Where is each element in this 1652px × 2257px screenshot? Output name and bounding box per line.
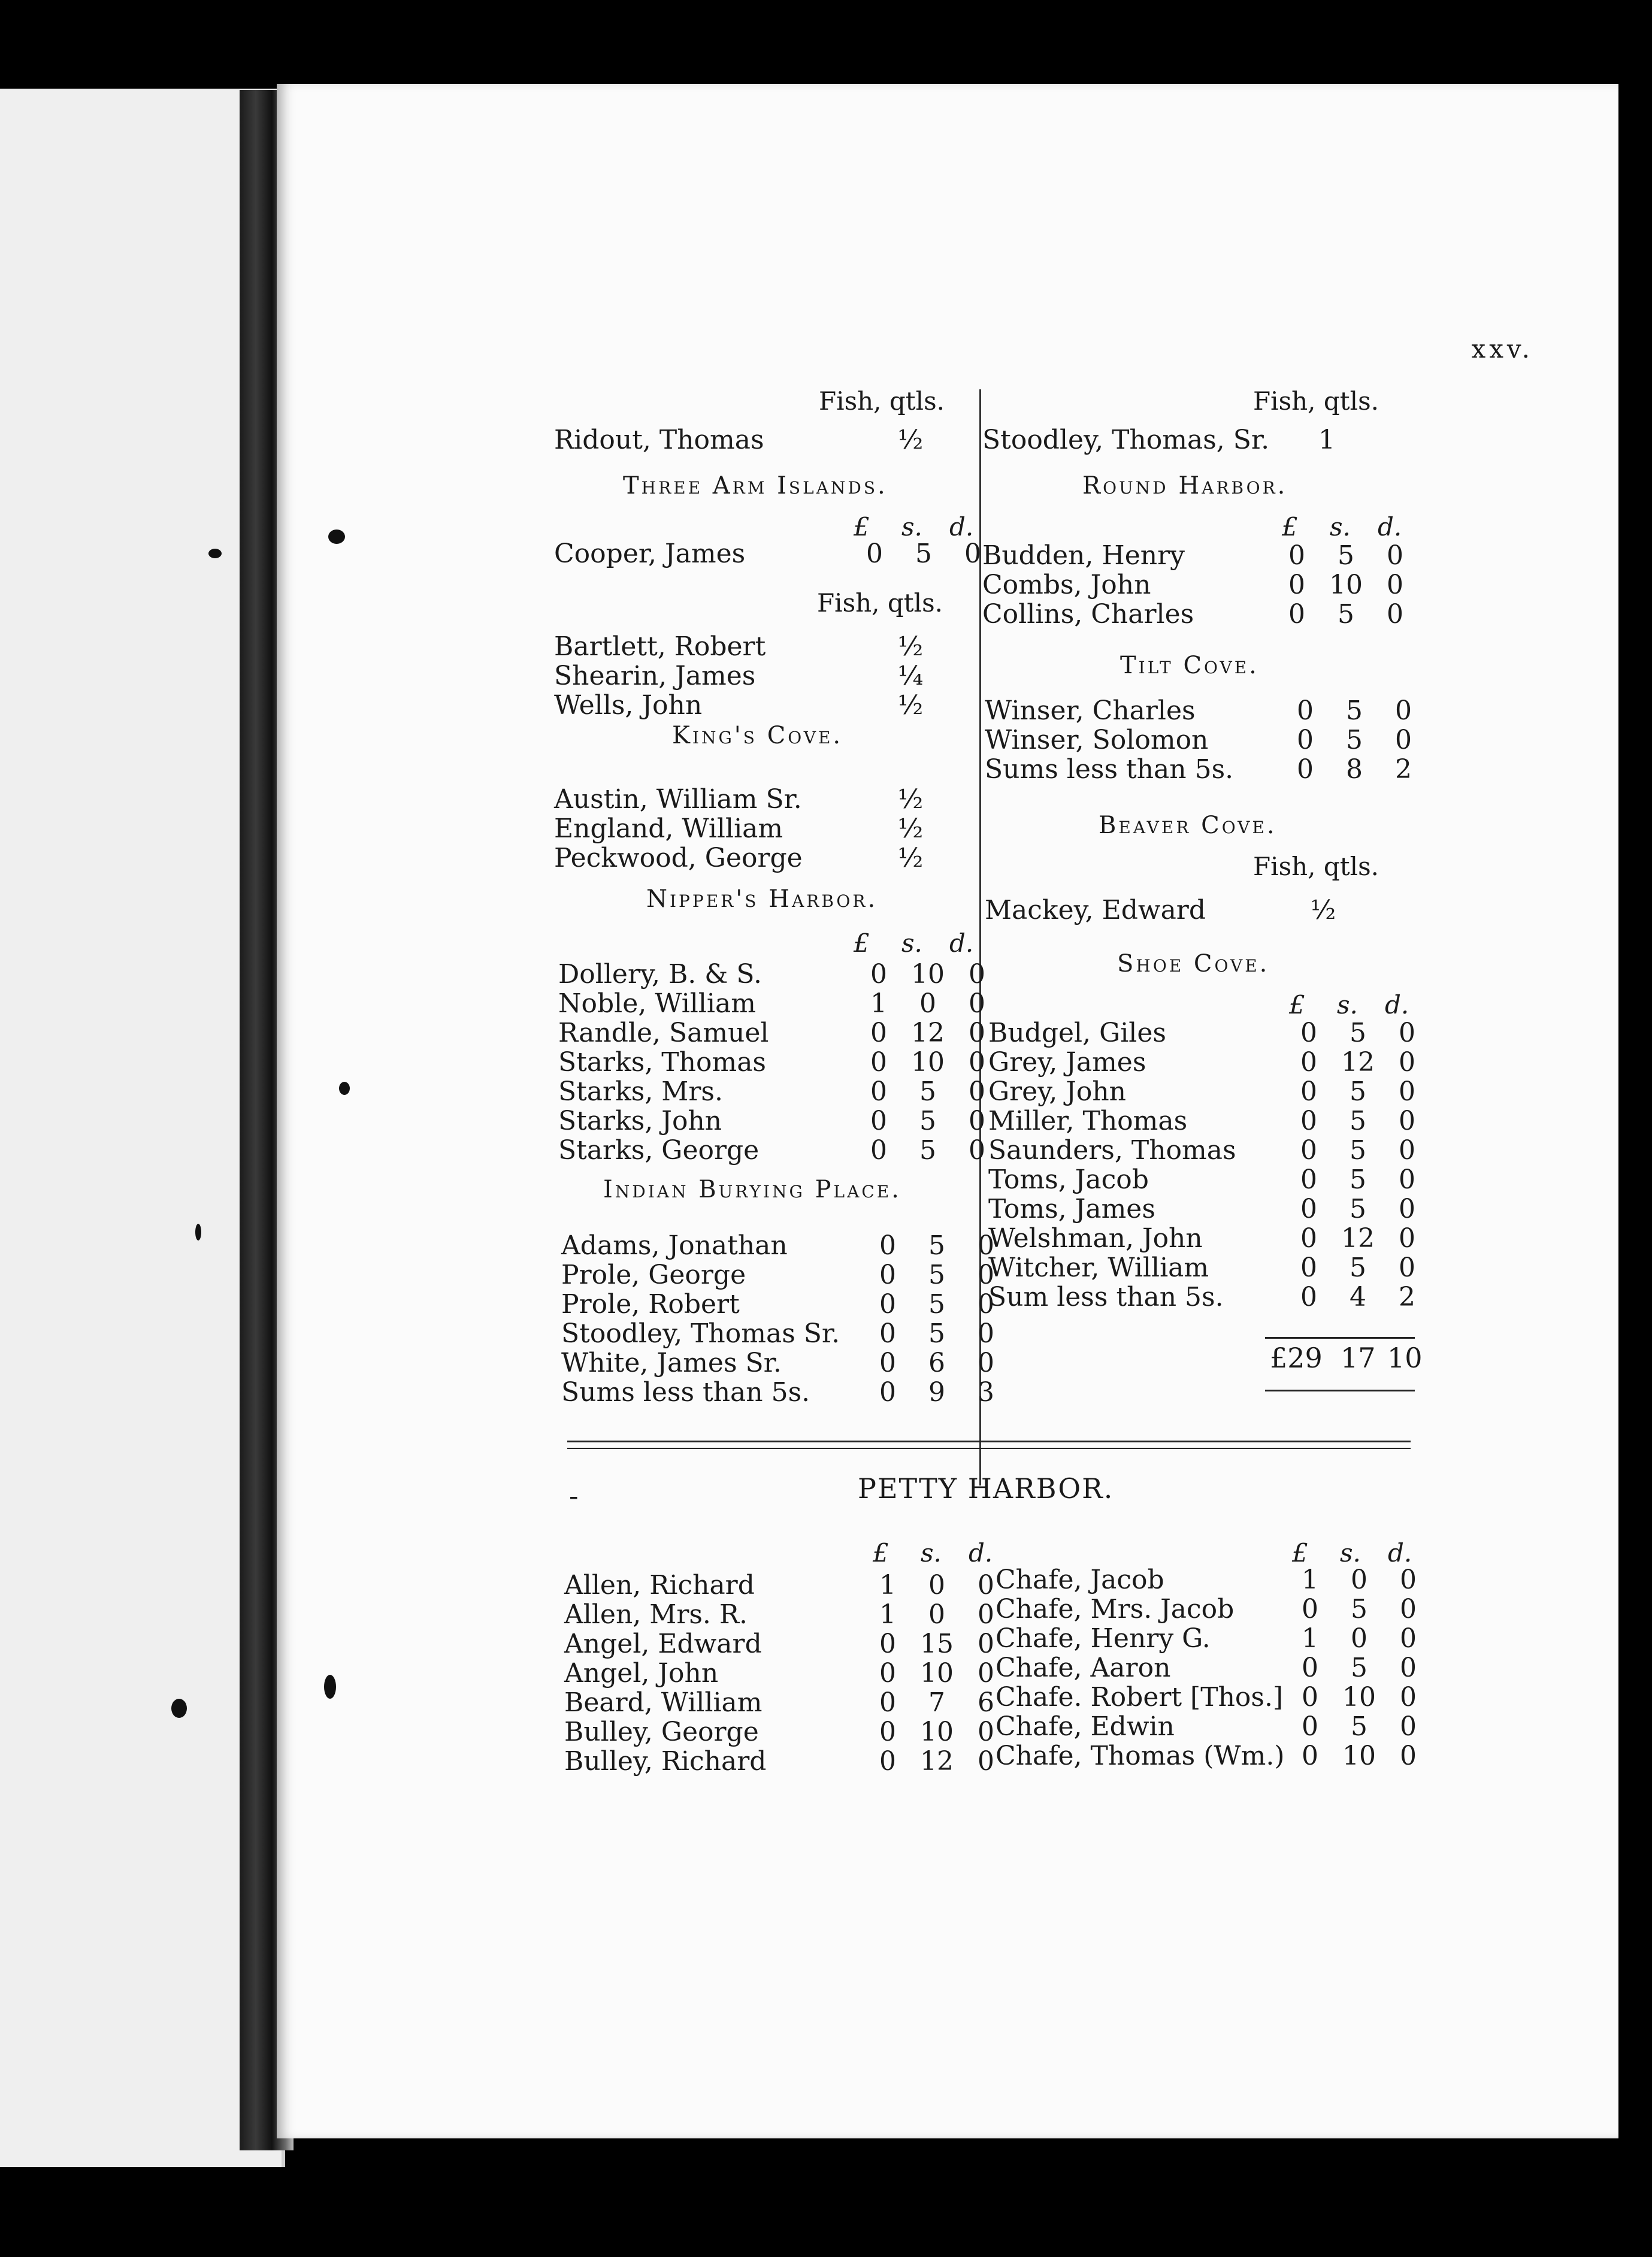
shillings-value: 8 xyxy=(1346,754,1363,785)
entry-name: Sums less than 5s. xyxy=(561,1377,810,1408)
pounds-value: 0 xyxy=(1302,1653,1318,1683)
pence-value: 0 xyxy=(1400,1594,1417,1624)
fish-quantity: ½ xyxy=(897,690,924,721)
entry-name: Winser, Charles xyxy=(985,695,1196,726)
entry-name: Randle, Samuel xyxy=(558,1018,769,1048)
entry-name: Angel, Edward xyxy=(564,1629,762,1659)
table-row xyxy=(558,960,1013,990)
entry-name: Chafe, Edwin xyxy=(996,1711,1175,1742)
entry-name: Toms, Jacob xyxy=(988,1164,1149,1195)
entry-name: Starks, John xyxy=(558,1106,722,1136)
entry-name: Grey, John xyxy=(988,1076,1127,1107)
pounds-value: 0 xyxy=(870,1106,887,1136)
table-row xyxy=(564,1629,1019,1659)
entry-name: Grey, James xyxy=(988,1047,1146,1078)
pence-value: 0 xyxy=(969,1135,985,1166)
pounds-value: 0 xyxy=(1302,1741,1318,1771)
pounds-value: 0 xyxy=(879,1658,896,1689)
pounds-value: 0 xyxy=(879,1318,896,1349)
table-row xyxy=(996,1712,1451,1742)
pounds-value: 0 xyxy=(1300,1135,1317,1166)
list-item xyxy=(554,785,973,815)
dash-mark: - xyxy=(569,1480,580,1512)
shillings-value: 10 xyxy=(1329,570,1363,600)
pounds-value: 0 xyxy=(1288,599,1305,630)
shillings-value: 4 xyxy=(1350,1282,1366,1312)
fish-quantity: ½ xyxy=(897,813,924,844)
entry-name: Austin, William Sr. xyxy=(554,784,802,815)
shillings-value: 0 xyxy=(1351,1565,1367,1595)
list-item: Stoodley, Thomas, Sr. 1 xyxy=(982,425,1335,455)
table-row xyxy=(988,1253,1444,1283)
table-row xyxy=(558,1018,1013,1048)
table-row xyxy=(988,1194,1444,1224)
pounds-value: 0 xyxy=(879,1230,896,1261)
entry-name: Allen, Richard xyxy=(564,1570,755,1601)
entry-name: Budden, Henry xyxy=(982,540,1185,571)
shillings-value: 0 xyxy=(928,1599,945,1630)
pence-value: 0 xyxy=(1399,1135,1415,1166)
table-row xyxy=(561,1290,1016,1320)
entry-name: Chafe, Jacob xyxy=(996,1565,1164,1595)
pence-value: 0 xyxy=(978,1318,994,1349)
pence-value: 0 xyxy=(978,1348,994,1378)
shillings-value: 10 xyxy=(911,959,945,990)
shillings-value: 9 xyxy=(928,1377,945,1408)
pence-value: 0 xyxy=(1400,1682,1417,1713)
total-rule xyxy=(1265,1337,1415,1339)
section-title: Three Arm Islands. xyxy=(623,472,888,500)
entry-name: Allen, Mrs. R. xyxy=(564,1599,748,1630)
shillings-value: 5 xyxy=(1350,1135,1366,1166)
scan-speck xyxy=(324,1675,336,1699)
table-row xyxy=(564,1747,1019,1777)
pounds-value: 0 xyxy=(870,1076,887,1107)
fish-quantity: ¼ xyxy=(897,661,924,691)
shillings-value: 5 xyxy=(1350,1106,1366,1136)
pounds-value: 1 xyxy=(1302,1565,1318,1595)
entry-name: Welshman, John xyxy=(988,1223,1203,1254)
pence-value: 0 xyxy=(1400,1653,1417,1683)
table-row xyxy=(988,1106,1444,1136)
table-row xyxy=(561,1348,1016,1378)
list-item xyxy=(554,632,973,662)
pence-value: 2 xyxy=(1395,754,1412,785)
pence-value: 0 xyxy=(978,1260,994,1290)
pounds-value: 1 xyxy=(870,988,887,1019)
shillings-value: 10 xyxy=(920,1717,954,1747)
pence-value: 0 xyxy=(1400,1711,1417,1742)
shillings-value: 10 xyxy=(911,1047,945,1078)
shillings-value: 7 xyxy=(928,1687,945,1718)
fish-quantity: ½ xyxy=(897,784,924,815)
fish-heading: Fish, qtls. xyxy=(817,588,943,618)
shillings-value: 6 xyxy=(928,1348,945,1378)
fish-heading: Fish, qtls. xyxy=(1253,852,1379,881)
section-title: Indian Burying Place. xyxy=(603,1176,901,1203)
list-item xyxy=(554,843,973,873)
entry-name: Angel, John xyxy=(564,1658,719,1689)
pence-value: 0 xyxy=(969,1047,985,1078)
entry-name: Chafe, Aaron xyxy=(996,1653,1171,1683)
pence-value: 0 xyxy=(978,1717,994,1747)
entry-name: England, William xyxy=(554,813,783,844)
pounds-value: 0 xyxy=(870,1018,887,1048)
shillings-value: 0 xyxy=(1351,1623,1367,1654)
table-row xyxy=(985,755,1440,785)
table-row xyxy=(558,1106,1013,1136)
shillings-value: 5 xyxy=(1346,725,1363,755)
table-row xyxy=(561,1378,1016,1408)
pence-value: 6 xyxy=(978,1687,994,1718)
table-row xyxy=(982,600,1438,630)
pounds-value: 0 xyxy=(1302,1711,1318,1742)
section-title: Shoe Cove. xyxy=(1117,950,1270,978)
table-row xyxy=(988,1048,1444,1078)
pence-value: 0 xyxy=(978,1658,994,1689)
entry-name: Collins, Charles xyxy=(982,599,1194,630)
table-row xyxy=(561,1319,1016,1349)
entry-name: Chafe. Robert [Thos.] xyxy=(996,1682,1284,1713)
entry-name: Sum less than 5s. xyxy=(988,1282,1224,1312)
pounds-value: 0 xyxy=(1297,754,1314,785)
pounds-value: 0 xyxy=(1288,570,1305,600)
entry-name: Bulley, Richard xyxy=(564,1746,767,1777)
section-title: Beaver Cove. xyxy=(1099,812,1277,839)
entry-name: Bulley, George xyxy=(564,1717,759,1747)
page-number: xxv. xyxy=(1471,334,1533,364)
entry-name: Toms, James xyxy=(988,1194,1155,1224)
entry-name: Prole, George xyxy=(561,1260,746,1290)
entry-name: White, James Sr. xyxy=(561,1348,782,1378)
entry-name: Chafe, Mrs. Jacob xyxy=(996,1594,1235,1624)
table-row xyxy=(985,696,1440,726)
table-row xyxy=(988,1282,1444,1312)
pounds-value: 0 xyxy=(870,1135,887,1166)
entry-name: Shearin, James xyxy=(554,661,756,691)
fish-quantity: ½ xyxy=(897,843,924,873)
pounds-value: 0 xyxy=(1300,1194,1317,1224)
entry-name: Witcher, William xyxy=(988,1252,1209,1283)
pounds-value: 0 xyxy=(1300,1047,1317,1078)
pounds-value: 1 xyxy=(1302,1623,1318,1654)
pounds-value: 0 xyxy=(879,1629,896,1659)
entry-name: Beard, William xyxy=(564,1687,763,1718)
entry-name: Prole, Robert xyxy=(561,1289,740,1320)
section-rule xyxy=(567,1448,1411,1449)
entry-name: Stoodley, Thomas Sr. xyxy=(561,1318,840,1349)
pence-value: 0 xyxy=(1387,599,1403,630)
pence-value: 0 xyxy=(978,1289,994,1320)
table-row xyxy=(988,1077,1444,1107)
section-title: Round Harbor. xyxy=(1082,472,1288,500)
pounds-value: 0 xyxy=(879,1687,896,1718)
shillings-value: 5 xyxy=(1350,1194,1366,1224)
shillings-value: 10 xyxy=(1342,1741,1376,1771)
list-item: Ridout, Thomas ½ xyxy=(554,425,924,455)
entry-name: Saunders, Thomas xyxy=(988,1135,1236,1166)
pence-value: 0 xyxy=(1399,1018,1415,1048)
fish-heading: Fish, qtls. xyxy=(819,386,945,416)
table-row xyxy=(996,1565,1451,1595)
entry-name: Winser, Solomon xyxy=(985,725,1209,755)
pence-value: 0 xyxy=(1399,1076,1415,1107)
pounds-value: 0 xyxy=(870,959,887,990)
table-row xyxy=(988,1018,1444,1048)
pounds-value: 1 xyxy=(879,1570,896,1601)
shillings-value: 0 xyxy=(919,988,936,1019)
pounds-value: 0 xyxy=(1302,1682,1318,1713)
pence-value: 0 xyxy=(1399,1194,1415,1224)
pounds-value: 0 xyxy=(1300,1223,1317,1254)
pounds-value: 0 xyxy=(1297,695,1314,726)
pence-value: 0 xyxy=(1387,570,1403,600)
entry-name: Budgel, Giles xyxy=(988,1018,1166,1048)
pounds-value: 0 xyxy=(866,538,883,569)
section-title: Tilt Cove. xyxy=(1120,652,1259,679)
shillings-value: 10 xyxy=(920,1658,954,1689)
pounds-value: 0 xyxy=(879,1746,896,1777)
pence-value: 0 xyxy=(1400,1623,1417,1654)
shillings-value: 5 xyxy=(1350,1164,1366,1195)
scan-speck xyxy=(328,530,345,544)
shillings-value: 5 xyxy=(1351,1594,1367,1624)
pence-value: 0 xyxy=(1400,1741,1417,1771)
pounds-value: 1 xyxy=(879,1599,896,1630)
scan-speck xyxy=(195,1224,201,1241)
pounds-value: 0 xyxy=(1300,1106,1317,1136)
shillings-value: 5 xyxy=(1346,695,1363,726)
table-row xyxy=(996,1741,1451,1771)
pence-value: 2 xyxy=(1399,1282,1415,1312)
entry-name: Noble, William xyxy=(558,988,756,1019)
shillings-value: 5 xyxy=(928,1230,945,1261)
pence-value: 0 xyxy=(978,1746,994,1777)
section-title: PETTY HARBOR. xyxy=(858,1472,1114,1505)
pounds-value: 0 xyxy=(1300,1282,1317,1312)
section-title: King's Cove. xyxy=(672,722,843,749)
pence-value: 0 xyxy=(1400,1565,1417,1595)
table-row xyxy=(564,1659,1019,1689)
shillings-value: 0 xyxy=(928,1570,945,1601)
fish-heading: Fish, qtls. xyxy=(1253,386,1379,416)
scan-speck xyxy=(171,1699,187,1718)
fish-quantity: ½ xyxy=(1310,895,1336,925)
table-row xyxy=(988,1136,1444,1166)
shillings-value: 5 xyxy=(919,1106,936,1136)
entry-name: Starks, Mrs. xyxy=(558,1076,723,1107)
pence-value: 0 xyxy=(978,1570,994,1601)
table-row xyxy=(988,1165,1444,1195)
entry-name: Adams, Jonathan xyxy=(561,1230,788,1261)
table-row xyxy=(564,1717,1019,1747)
table-row xyxy=(996,1624,1451,1654)
shillings-value: 12 xyxy=(1341,1223,1375,1254)
pence-value: 0 xyxy=(964,538,981,569)
shillings-value: 12 xyxy=(911,1018,945,1048)
table-row xyxy=(554,539,1009,569)
list-item xyxy=(554,661,973,691)
pence-value: 0 xyxy=(1399,1047,1415,1078)
pence-value: 0 xyxy=(1399,1164,1415,1195)
pounds-value: 0 xyxy=(879,1348,896,1378)
shillings-value: 5 xyxy=(1338,599,1354,630)
scan-speck xyxy=(208,549,222,558)
shillings-value: 5 xyxy=(1338,540,1354,571)
shillings-value: 5 xyxy=(928,1260,945,1290)
pence-value: 0 xyxy=(969,1106,985,1136)
fish-quantity: ½ xyxy=(897,631,924,662)
pence-value: 0 xyxy=(978,1599,994,1630)
pence-value: 0 xyxy=(978,1629,994,1659)
table-row xyxy=(982,541,1438,571)
entry-name: Mackey, Edward xyxy=(985,895,1206,925)
table-row xyxy=(561,1260,1016,1290)
pence-value: 0 xyxy=(969,1018,985,1048)
pence-value: 0 xyxy=(1399,1106,1415,1136)
pence-value: 0 xyxy=(1387,540,1403,571)
entry-name: Peckwood, George xyxy=(554,843,803,873)
entry-name: Starks, Thomas xyxy=(558,1047,767,1078)
entry-name: Bartlett, Robert xyxy=(554,631,766,662)
shillings-value: 5 xyxy=(915,538,932,569)
entry-name: Cooper, James xyxy=(554,538,746,569)
table-row xyxy=(564,1571,1019,1601)
shillings-value: 5 xyxy=(1351,1711,1367,1742)
total-rule xyxy=(1265,1390,1415,1391)
pounds-value: 0 xyxy=(1300,1018,1317,1048)
table-row xyxy=(564,1688,1019,1718)
section-rule xyxy=(567,1441,1411,1442)
pence-value: 0 xyxy=(1399,1252,1415,1283)
pounds-value: 0 xyxy=(870,1047,887,1078)
shillings-value: 5 xyxy=(928,1289,945,1320)
entry-name: Chafe, Thomas (Wm.) xyxy=(996,1741,1285,1771)
table-row xyxy=(564,1600,1019,1630)
pence-value: 0 xyxy=(978,1230,994,1261)
shillings-value: 5 xyxy=(1350,1018,1366,1048)
entry-name: Miller, Thomas xyxy=(988,1106,1188,1136)
scan-speck xyxy=(339,1082,350,1095)
shillings-value: 5 xyxy=(1351,1653,1367,1683)
pounds-value: 0 xyxy=(879,1260,896,1290)
ledger-page: xxv. Fish, qtls. Ridout, Thomas ½ Three Arm Islands. £ s. d. Cooper, James 0 5 0 Fish, qtls. Bartlett, Robert ½ Shearin, James ¼ Wells, John ½ King's Cove. Austin, William Sr. ½ England, William ½ Peckwood, George ½ Nipper's Harbor. £ s. d. Dollery, B. & S. 0 10 0 Noble, William 1 0 0 Randle, Samuel 0 12 0 Starks, Thomas 0 10 0 Starks, Mrs. 0 5 0 Starks, John 0 5 0 Starks, George 0 5 0 Indian Burying Place. Adams, Jonathan 0 5 0 Prole, George 0 5 0 Prole, Robert 0 5 0 Stoodley, Thomas Sr. 0 5 0 White, James Sr. 0 6 0 Sums less than 5s. 0 9 3 Fish, qtls. Stoodley, Thomas, Sr. 1 Round Harbor. £ s. d. Budden, Henry 0 5 0 Combs, John 0 10 0 Collins, Charles 0 5 0 Tilt Cove. Winser, Charles 0 5 0 Winser, Solomon 0 5 0 Sums less than 5s. 0 8 2 Beaver Cove. Fish, qtls. Mackey, Edward ½ Shoe Cove. £ s. d. Budgel, Giles 0 5 0 Grey, James 0 12 0 Grey, John 0 5 0 Miller, Thomas 0 5 0 Saunders, Thomas 0 5 0 Toms, Jacob 0 5 0 Toms, James 0 5 0 Welshman, John 0 12 0 Witcher, William 0 5 0 Sum less than 5s. 0 4 2 £29 17 10 - PETTY HARBOR. £ s. d. £ s. d. Allen, Richard 1 0 0 Allen, Mrs. R. 1 0 0 Angel, Edward 0 15 0 Angel, John 0 10 0 Beard, William 0 7 6 Bulley, George 0 10 0 Bulley, Richard 0 12 0 Chafe, Jacob 1 0 0 Chafe, Mrs. Jacob 0 5 0 Chafe, Henry G. 1 0 0 Chafe, Aaron 0 5 0 Chafe. Robert [Thos.] 0 10 0 Chafe, Edwin 0 5 0 Chafe, Thomas (Wm.) 0 10 0 xyxy=(277,84,1618,2138)
entry-name: Chafe, Henry G. xyxy=(996,1623,1211,1654)
pounds-value: 0 xyxy=(879,1377,896,1408)
pounds-value: 0 xyxy=(1297,725,1314,755)
pence-value: 0 xyxy=(969,959,985,990)
table-row xyxy=(996,1683,1451,1713)
pounds-value: 0 xyxy=(879,1289,896,1320)
shillings-value: 10 xyxy=(1342,1682,1376,1713)
pounds-value: 0 xyxy=(1288,540,1305,571)
list-item xyxy=(554,814,973,844)
table-row xyxy=(558,1077,1013,1107)
table-row xyxy=(982,570,1438,600)
table-row xyxy=(996,1595,1451,1624)
pounds-value: 0 xyxy=(1302,1594,1318,1624)
pounds-value: 0 xyxy=(1300,1076,1317,1107)
pounds-value: 0 xyxy=(1300,1164,1317,1195)
shillings-value: 12 xyxy=(920,1746,954,1777)
pence-value: 0 xyxy=(969,1076,985,1107)
table-row xyxy=(558,989,1013,1019)
table-row xyxy=(996,1653,1451,1683)
pence-value: 0 xyxy=(1395,695,1412,726)
entry-name: Combs, John xyxy=(982,570,1151,600)
entry-name: Starks, George xyxy=(558,1135,760,1166)
shillings-value: 5 xyxy=(919,1076,936,1107)
pence-value: 0 xyxy=(969,988,985,1019)
pence-value: 0 xyxy=(1399,1223,1415,1254)
pounds-value: 0 xyxy=(1300,1252,1317,1283)
table-row xyxy=(988,1224,1444,1254)
list-item xyxy=(985,895,1404,925)
table-row xyxy=(561,1231,1016,1261)
shillings-value: 12 xyxy=(1341,1047,1375,1078)
list-item xyxy=(554,691,973,721)
table-row xyxy=(558,1048,1013,1078)
pence-value: 0 xyxy=(1395,725,1412,755)
shillings-value: 5 xyxy=(919,1135,936,1166)
shillings-value: 5 xyxy=(1350,1252,1366,1283)
pounds-value: 0 xyxy=(879,1717,896,1747)
table-row xyxy=(985,725,1440,755)
pence-value: 3 xyxy=(978,1377,994,1408)
section-title: Nipper's Harbor. xyxy=(646,885,878,913)
entry-name: Wells, John xyxy=(554,690,703,721)
shillings-value: 5 xyxy=(1350,1076,1366,1107)
shillings-value: 5 xyxy=(928,1318,945,1349)
entry-name: Sums less than 5s. xyxy=(985,754,1234,785)
entry-name: Dollery, B. & S. xyxy=(558,959,762,990)
table-row xyxy=(558,1136,1013,1166)
shillings-value: 15 xyxy=(920,1629,954,1659)
